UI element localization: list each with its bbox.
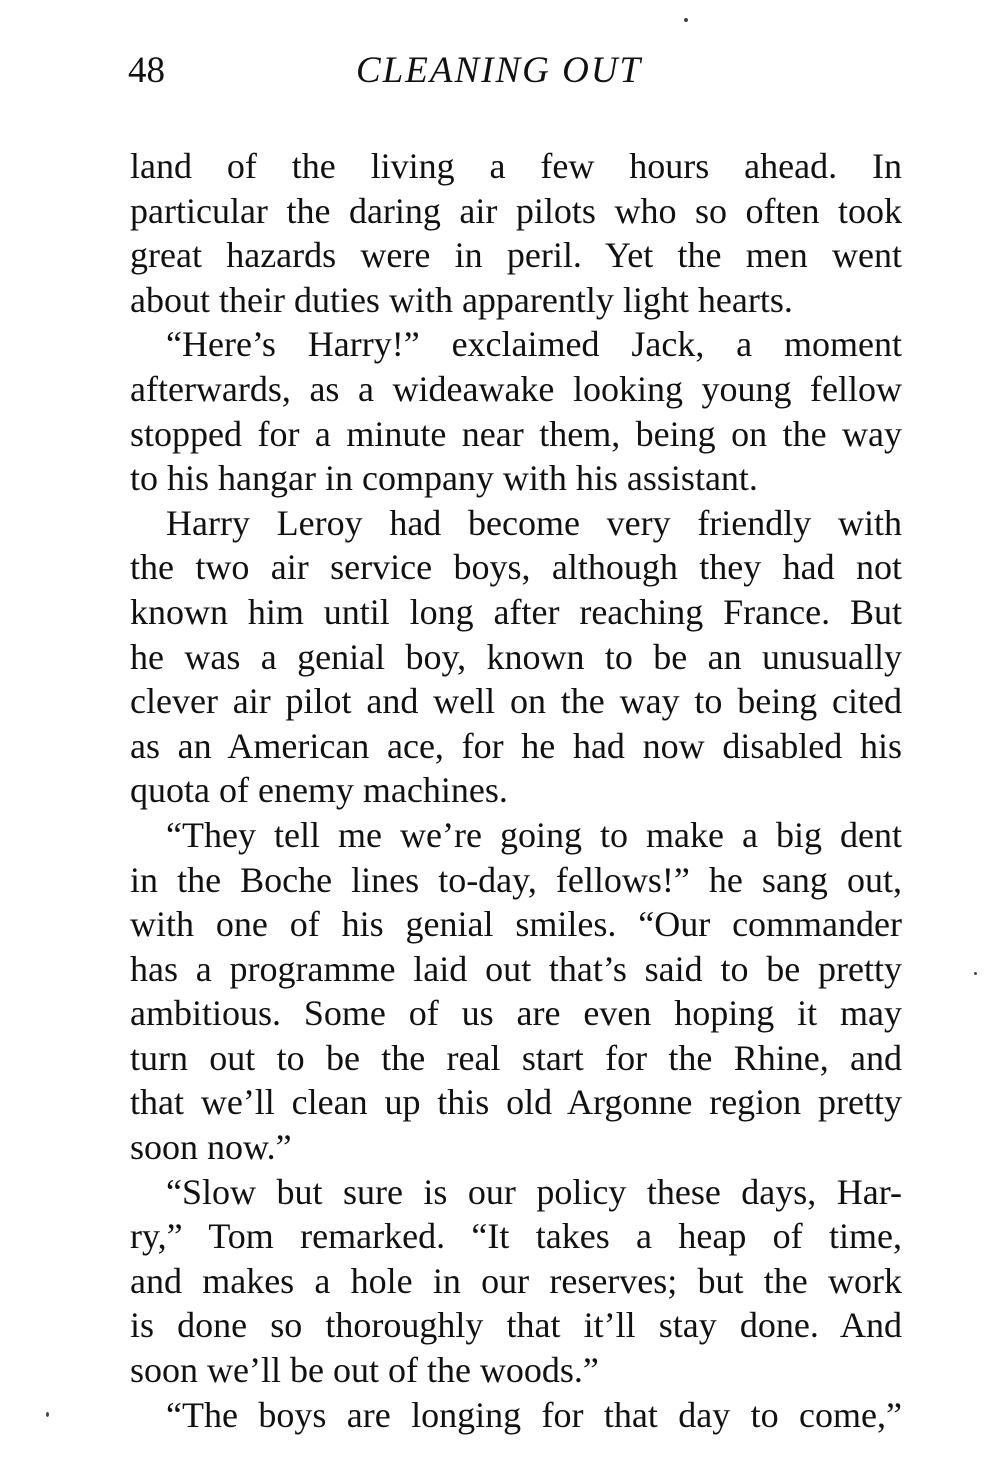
scan-speck [684,18,688,22]
text-line: in the Boche lines to-day, fellows!” he sang out, [130,859,902,900]
page-number: 48 [128,50,165,91]
text-line: land of the living a few hours ahead. In [130,146,902,186]
text-line: and makes a hole in our reserves; but the work [130,1260,902,1301]
text-line: he was a genial boy, known to be an unusually [130,636,902,677]
text-line: great hazards were in peril. Yet the men went [130,235,902,276]
text-line: soon now.” [130,1127,292,1168]
running-title: CLEANING OUT [356,50,643,91]
text-line: to his hangar in company with his assistant. [130,458,758,499]
text-line: that we’ll clean up this old Argonne region pretty [130,1082,902,1123]
text-line: turn out to be the real start for the Rhine, and [130,1037,902,1078]
text-line: “The boys are longing for that day to come,” [166,1394,902,1435]
text-line: ry,” Tom remarked. “It takes a heap of time, [130,1216,902,1257]
text-line: stopped for a minute near them, being on the way [130,413,902,454]
text-line: the two air service boys, although they had not [130,547,902,588]
text-line: about their duties with apparently light hearts. [130,279,793,320]
text-line: known him until long after reaching France. But [130,591,902,632]
text-line: is done so thoroughly that it’ll stay done. And [130,1305,902,1346]
text-line: clever air pilot and well on the way to being cited [130,681,902,722]
text-line: Harry Leroy had become very friendly with [166,502,902,543]
text-line: with one of his genial smiles. “Our commander [130,904,902,945]
text-line: quota of enemy machines. [130,770,508,811]
text-line: as an American ace, for he had now disabled his [130,725,902,766]
text-line: ambitious. Some of us are even hoping it may [130,993,902,1034]
scan-speck [974,972,977,975]
body-text [130,144,902,1437]
text-line: has a programme laid out that’s said to be pretty [130,948,902,989]
text-line: “Here’s Harry!” exclaimed Jack, a moment [166,324,902,365]
text-line: particular the daring air pilots who so often took [130,190,902,231]
text-line: soon we’ll be out of the woods.” [130,1350,599,1391]
text-line: “They tell me we’re going to make a big dent [166,814,902,855]
scan-speck [46,1412,49,1417]
text-line: afterwards, as a wideawake looking young fellow [130,368,902,409]
running-head [128,46,903,96]
text-line: “Slow but sure is our policy these days, Har- [166,1171,902,1212]
